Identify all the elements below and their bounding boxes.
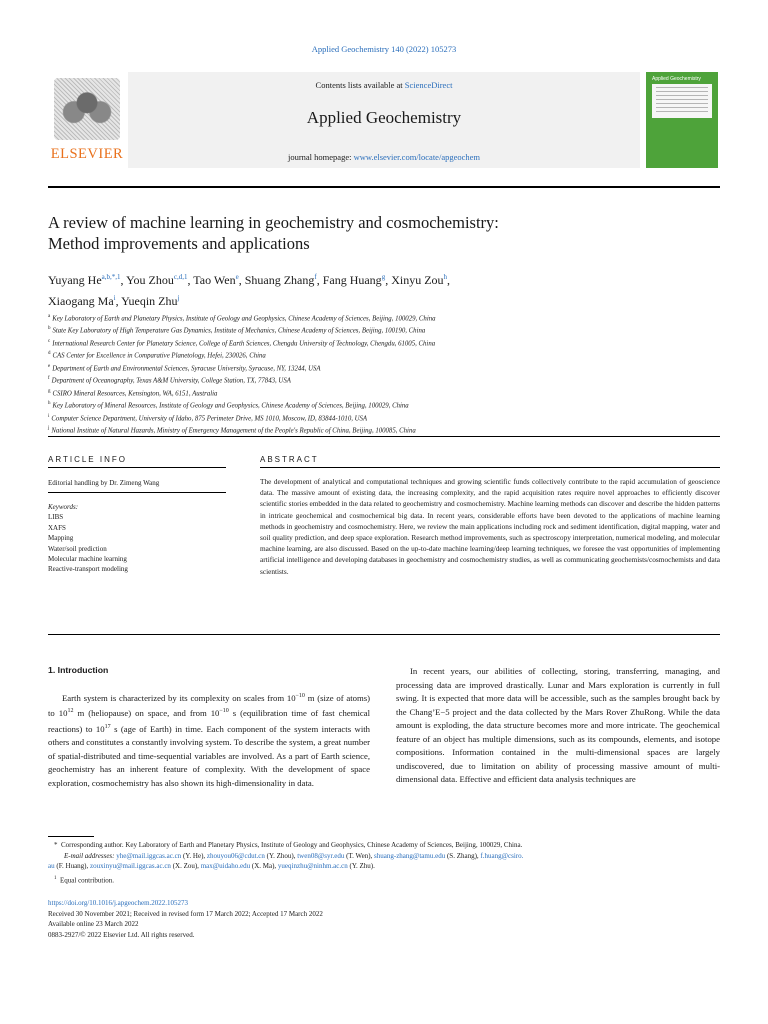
affiliation: $^d$ CAS Center for Excellence in Comparative Planetology, Hefei, 230026, China [48, 351, 266, 360]
corresponding-footnote: * Corresponding author. Key Laboratory of Earth and Planetary Physics, Institute of Geology and Geophysics, Chinese Academy of Sciences, Beijing, 100029, China. E-mail addresses: yhe@mail.iggcas.ac.cn (Y. He), zhouyou06@cdut.cn (Y. Zhou), twen08@syr.edu (T. Wen), shuang-zhang@tamu.edu (S. Zhang), f.huang@csiro. au (F. Huang), zouxinyu@mail.iggcas.ac.cn (X. Zou), max@uidaho.edu (X. Ma), yueqinzhu@ninhm.ac.cn (Y. Zhu). $^1$ Equal contribution. [48, 841, 524, 884]
email-label: E-mail addresses: [64, 851, 115, 860]
keywords-label: Keywords: [48, 503, 79, 511]
header-divider [48, 186, 720, 188]
author-list: Yuyang $He^{a,b,*,1}$, You Zhou$^{c,d,1}$, Tao Wen$^e$, Shuang Zhang$^f$, Fang Huang$^g$, Xinyu Zou$^h$, Xiaogang Ma$^i$, Yueqin Zhu$^j$ [48, 273, 451, 308]
contents-line [128, 80, 640, 90]
keyword: XAFS [48, 523, 66, 532]
elsevier-tree-icon [54, 78, 120, 140]
affiliation: $^j$ National Institute of Natural Hazards, Ministry of Emergency Management of the People's Republic of China, Beijing, 100085, China [48, 426, 416, 435]
elsevier-logo[interactable] [48, 78, 126, 164]
abstract-rule [260, 467, 720, 468]
footnote-rule [48, 836, 94, 837]
journal-reference[interactable]: Applied Geochemistry 140 (2022) 105273 [311, 44, 457, 54]
publication-info [48, 898, 728, 940]
author[interactable]: Xinyu Zou$^h$ [391, 273, 448, 287]
elsevier-wordmark: ELSEVIER [50, 146, 124, 162]
email-link[interactable]: twen08@syr.edu [297, 851, 345, 860]
contents-prefix: Contents lists available at [315, 80, 405, 90]
received-dates: Received 30 November 2021; Received in revised form 17 March 2022; Accepted 17 March 2022 [48, 909, 323, 918]
copyright-line: 0883-2927/© 2022 Elsevier Ltd. All rights reserved. [48, 930, 195, 939]
article-info-rule [48, 467, 226, 468]
email-link[interactable]: f.huang@csiro. [480, 851, 524, 860]
author[interactable]: Tao Wen$^e$ [193, 273, 239, 287]
homepage-line [128, 152, 640, 162]
title-line-1: A review of machine learning in geochemistry and cosmochemistry: [48, 213, 499, 232]
author[interactable]: You Zhou$^{c,d,1}$ [126, 273, 188, 287]
affiliation: $^e$ Department of Earth and Environmental Sciences, Syracuse University, Syracuse, NY, 13244, USA [48, 363, 321, 373]
email-link[interactable]: zouxinyu@mail.iggcas.ac.cn [90, 862, 171, 870]
journal-header [48, 72, 720, 172]
affiliation: $^i$ Computer Science Department, University of Idaho, 875 Perimeter Drive, MS 1010, Moscow, ID, 83844-1010, USA [48, 413, 368, 423]
paper-title [48, 212, 728, 254]
keyword: Mapping [48, 534, 74, 543]
intro-paragraph-2: In recent years, our abilities of collecting, storing, transferring, managing, and processing data are improved drastically. Lunar and Mars exploration is currently in full swing. It is expected that more data will be accessible, such as the samples brought back by the Chang’E−5 project and the data collected by the Mars Rover ZhuRong. While the data amount is exploding, the data structure becomes more and more intricate. The geochemical feature of an object has multiple dimensions, such as its compounds, elements, and isotope compositions. Information contained in the multi-dimensional spaces are largely undiscovered, due to limitation on ability of processing massive amount of multi-dimensional data. Effective and efficient data analysis techniques are [396, 666, 720, 784]
affiliation: $^a$ Key Laboratory of Earth and Planetary Physics, Institute of Geology and Geophysics, Chinese Academy of Sciences, Beijing, 100029, China [48, 314, 436, 323]
affiliation: $^h$ Key Laboratory of Mineral Resources, Institute of Geology and Geophysics, Chinese Academy of Sciences, Beijing, 100029, China [48, 401, 409, 410]
editorial-note: Editorial handling by Dr. Zimeng Wang [48, 479, 160, 487]
email-link[interactable]: au [48, 862, 55, 870]
affiliation-list [48, 312, 728, 437]
title-line-2: Method improvements and applications [48, 234, 310, 253]
asterisk-marker: * [54, 841, 58, 849]
author[interactable]: Fang Huang$^g$ [322, 273, 386, 287]
cover-title: Applied Geochemistry [652, 76, 701, 82]
equal-contribution-marker: 1 [54, 875, 57, 881]
author[interactable]: Shuang Zhang$^f$ [244, 273, 317, 287]
affiliation: $^b$ State Key Laboratory of High Temperature Gas Dynamics, Institute of Mechanics, Chinese Academy of Sciences, Beijing, 100190, China [48, 326, 426, 335]
author[interactable]: Yuyang $He^{a,b,*,1}$ [48, 273, 121, 287]
section-heading-introduction: 1. Introduction [48, 665, 109, 675]
affiliation: $^g$ CSIRO Mineral Resources, Kensington, WA, 6151, Australia [48, 388, 218, 398]
available-date: Available online 23 March 2022 [48, 920, 139, 928]
homepage-link[interactable]: www.elsevier.com/locate/apgeochem [353, 152, 481, 162]
author[interactable]: Yueqin Zhu$^j$ [121, 294, 180, 308]
affiliation: $^f$ Department of Oceanography, Texas A&M University, College Station, TX, 77843, USA [48, 376, 291, 385]
journal-cover-image [646, 72, 718, 168]
keyword: LIBS [48, 513, 64, 522]
email-link[interactable]: yueqinzhu@ninhm.ac.cn [277, 862, 348, 870]
abstract-divider [48, 634, 720, 635]
equal-contribution-note: Equal contribution. [60, 875, 115, 884]
abstract-text: The development of analytical and computational techniques and growing scientific funds collectively contribute to the rapid accumulation of geoscience data. The massive amount of existing data, the increasing complexity, and the rapid acquisition rates require novel approaches to efficiently discover scientific stories embedded in the data related to geochemistry and cosmochemistry. Machine learning methods can discover and describe the hidden patterns in intricate geochemical and cosmochemical big data. In recent years, considerable efforts have been devoted to the applications of machine learning methods in geochemistry and cosmochemistry. Here, we review the main applications including rock and sediment identification, digital mapping, water and soil quality prediction, and deep space exploration. Research method improvements, such as spectroscopy interpretation, numerical modeling, and molecular machine learning, are also discussed. Based on the up-to-date machine learning/deep learning techniques, we foresee the vast opportunities of implementing artificial intelligence and developing databases in geochemistry and cosmochemistry studies, as well as communicating geochemists/cosmochemists and data scientists. [260, 477, 720, 576]
homepage-prefix: journal homepage: [287, 152, 354, 162]
cover-page [652, 84, 712, 118]
journal-title: Applied Geochemistry [306, 108, 462, 127]
email-link[interactable]: max@uidaho.edu [200, 862, 251, 870]
author[interactable]: Xiaogang Ma$^i$ [48, 294, 116, 308]
email-link[interactable]: shuang-zhang@tamu.edu [374, 851, 446, 860]
affiliation-divider [48, 436, 720, 437]
keyword: Reactive-transport modeling [48, 565, 128, 574]
doi-link[interactable]: https://doi.org/10.1016/j.apgeochem.2022.105273 [48, 899, 189, 907]
email-link[interactable]: yhe@mail.iggcas.ac.cn [116, 851, 182, 860]
keyword: Water/soil prediction [48, 544, 107, 553]
article-info-heading: ARTICLE INFO [48, 455, 127, 464]
abstract-heading: ABSTRACT [260, 455, 319, 464]
affiliation: $^c$ International Research Center for Planetary Science, College of Earth Sciences, Chengdu University of Technology, Chengdu, 61005, China [48, 338, 436, 348]
intro-paragraph-1: Earth system is characterized by its complexity on scales from $10^{-10}$ m (size of atoms) to $10^{12}$ m (heliopause) on space, and from $10^{-10}$ s (equilibration time of fast chemical reactions) to $10^{17}$ s (age of Earth) in time. Each component of the system interacts with others and constitutes a constantly involving system. To describe the system, a great number of spatial-distributed and time-sequential variables are involved. As a part of Earth science, geochemistry has an inherent feature of complexity. With the development of space exploration, cosmochemistry has also shown its high-dimensionality in data. [48, 692, 370, 788]
keywords-block [48, 502, 226, 575]
email-link[interactable]: zhouyou06@cdut.cn [206, 851, 265, 860]
sciencedirect-link[interactable]: ScienceDirect [404, 80, 453, 90]
editorial-rule [48, 492, 226, 493]
cover-text-lines [656, 87, 708, 115]
keyword: Molecular machine learning [48, 555, 127, 564]
